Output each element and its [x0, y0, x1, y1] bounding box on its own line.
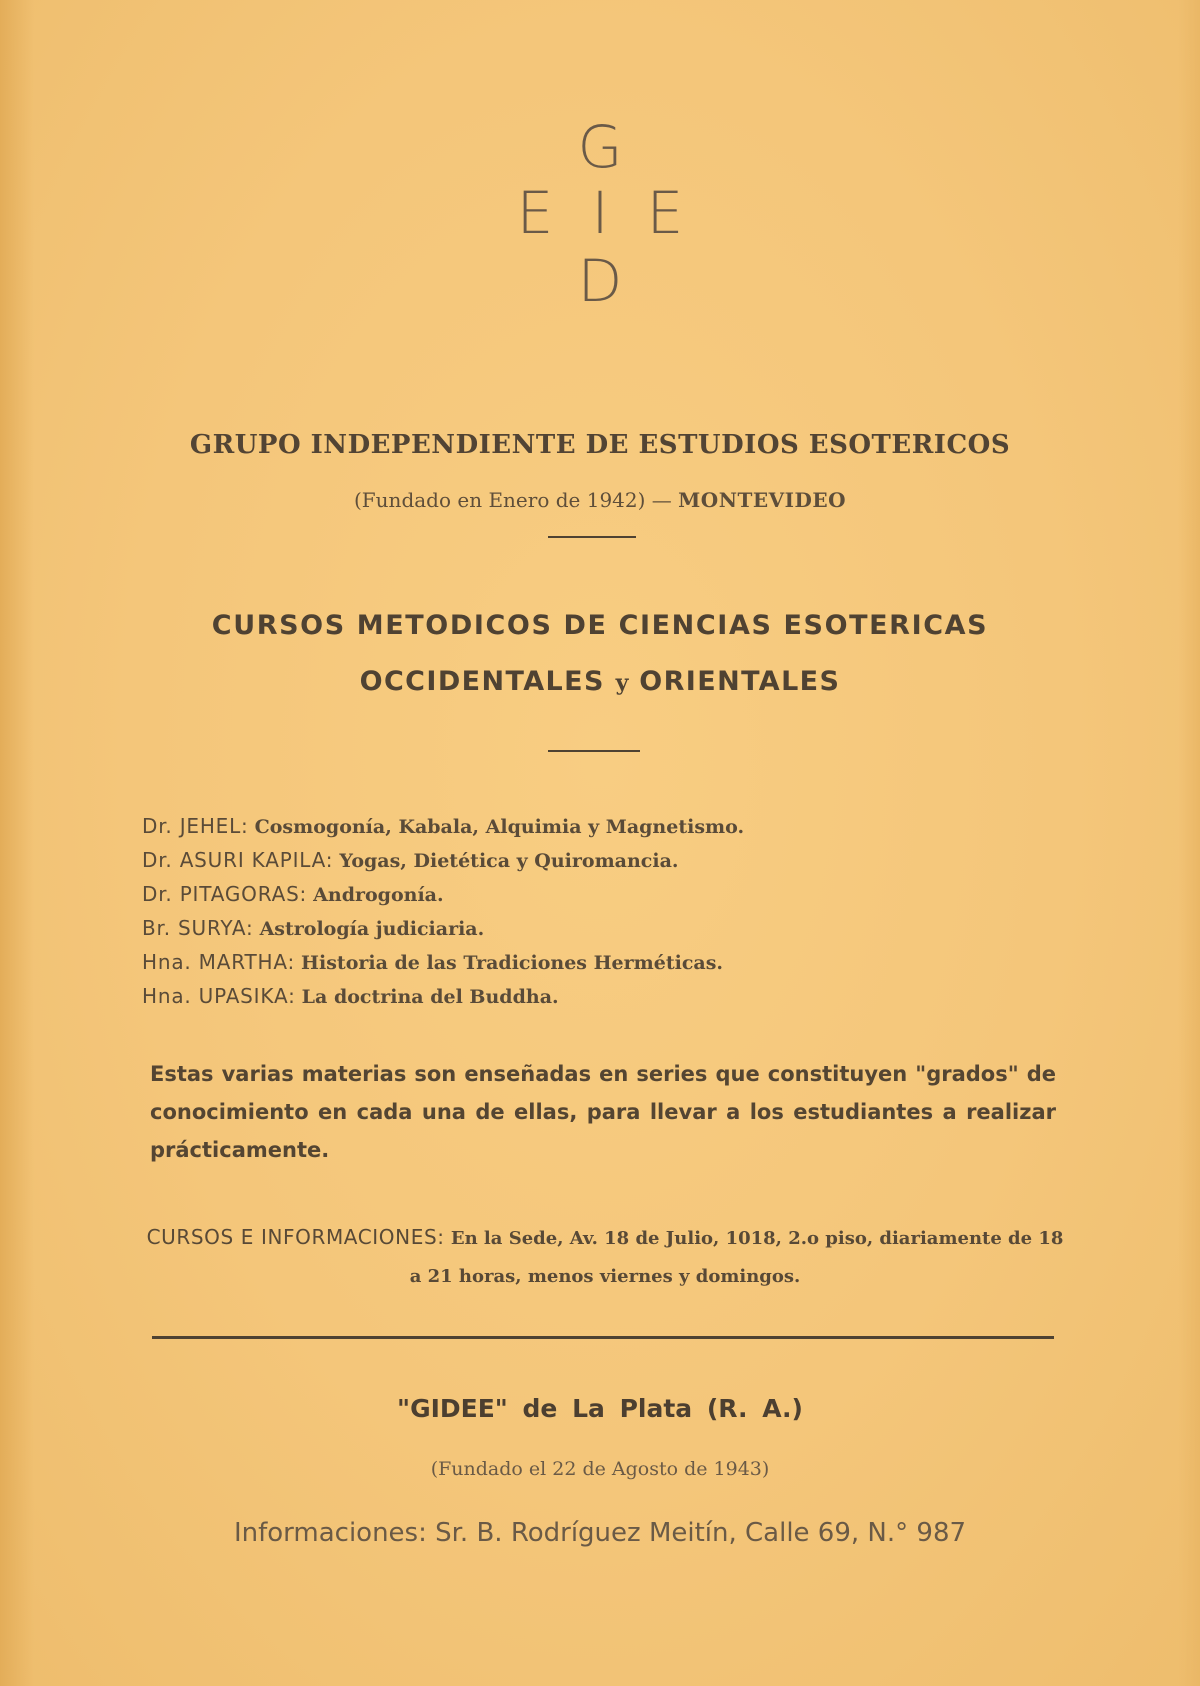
- teacher-subjects: Yogas, Dietética y Quiromancia.: [339, 850, 679, 872]
- info-label: CURSOS E INFORMACIONES:: [146, 1225, 445, 1249]
- courses-title-line2: [0, 666, 1200, 697]
- teacher-item: [142, 980, 1082, 1014]
- paper-shadow-left: [0, 0, 34, 1686]
- gidee-founded: (Fundado el 22 de Agosto de 1943): [430, 1458, 770, 1480]
- teacher-name: Hna. UPASIKA:: [142, 984, 296, 1008]
- teacher-name: Br. SURYA:: [142, 916, 254, 940]
- group-name: GRUPO INDEPENDIENTE DE ESTUDIOS ESOTERICOS: [189, 430, 1011, 460]
- teacher-subjects: Astrología judiciaria.: [259, 918, 485, 940]
- teacher-item: [142, 946, 1082, 980]
- description-paragraph: Estas varias materias son enseñadas en series que constituyen "grados" de conocimiento en cada una de ellas, para llevar a los estudiantes a realizar prácticamente.: [150, 1062, 1056, 1162]
- teacher-subjects: La doctrina del Buddha.: [301, 986, 559, 1008]
- emblem-letter-left: E: [516, 179, 554, 247]
- teacher-name: Hna. MARTHA:: [142, 950, 295, 974]
- courses-orientales: ORIENTALES: [639, 666, 841, 697]
- teacher-subjects: Historia de las Tradiciones Herméticas.: [301, 952, 724, 974]
- teacher-name: Dr. ASURI KAPILA:: [142, 848, 334, 872]
- gidee-title: "GIDEE" de La Plata (R. A.): [397, 1394, 803, 1423]
- group-founded-date: (Fundado en Enero de 1942) —: [354, 488, 672, 512]
- teacher-name: Dr. JEHEL:: [142, 814, 249, 838]
- teacher-subjects: Androgonía.: [313, 884, 444, 906]
- courses-title-line1: CURSOS METODICOS DE CIENCIAS ESOTERICAS: [211, 610, 989, 641]
- teacher-item: [142, 844, 1082, 878]
- info-text: En la Sede, Av. 18 de Julio, 1018, 2.o piso, diariamente de 18 a 21 horas, menos viernes y domingos.: [409, 1228, 1064, 1287]
- teacher-item: [142, 912, 1082, 946]
- gided-emblem: [500, 113, 700, 318]
- info-block: [140, 1218, 1070, 1296]
- gidee-info: Informaciones: Sr. B. Rodríguez Meitín, Calle 69, N.° 987: [233, 1518, 967, 1548]
- teacher-subjects: Cosmogonía, Kabala, Alquimia y Magnetismo.: [254, 816, 745, 838]
- divider-middle: [548, 750, 640, 752]
- paper-shadow-right: [1178, 0, 1200, 1686]
- courses-occidentales: OCCIDENTALES: [359, 666, 605, 697]
- teacher-name: Dr. PITAGORAS:: [142, 882, 308, 906]
- emblem-letter-center: I: [591, 179, 609, 247]
- group-city: MONTEVIDEO: [678, 488, 846, 512]
- emblem-letter-right: E: [646, 179, 684, 247]
- emblem-letter-bottom: D: [577, 247, 623, 315]
- group-founded-line: [0, 488, 1200, 512]
- teacher-item: [142, 878, 1082, 912]
- courses-conjunction: y: [615, 670, 629, 696]
- divider-top: [548, 536, 636, 538]
- emblem-letter-top: G: [577, 113, 623, 181]
- divider-bottom: [152, 1336, 1054, 1339]
- teacher-list: [142, 810, 1082, 1014]
- teacher-item: [142, 810, 1082, 844]
